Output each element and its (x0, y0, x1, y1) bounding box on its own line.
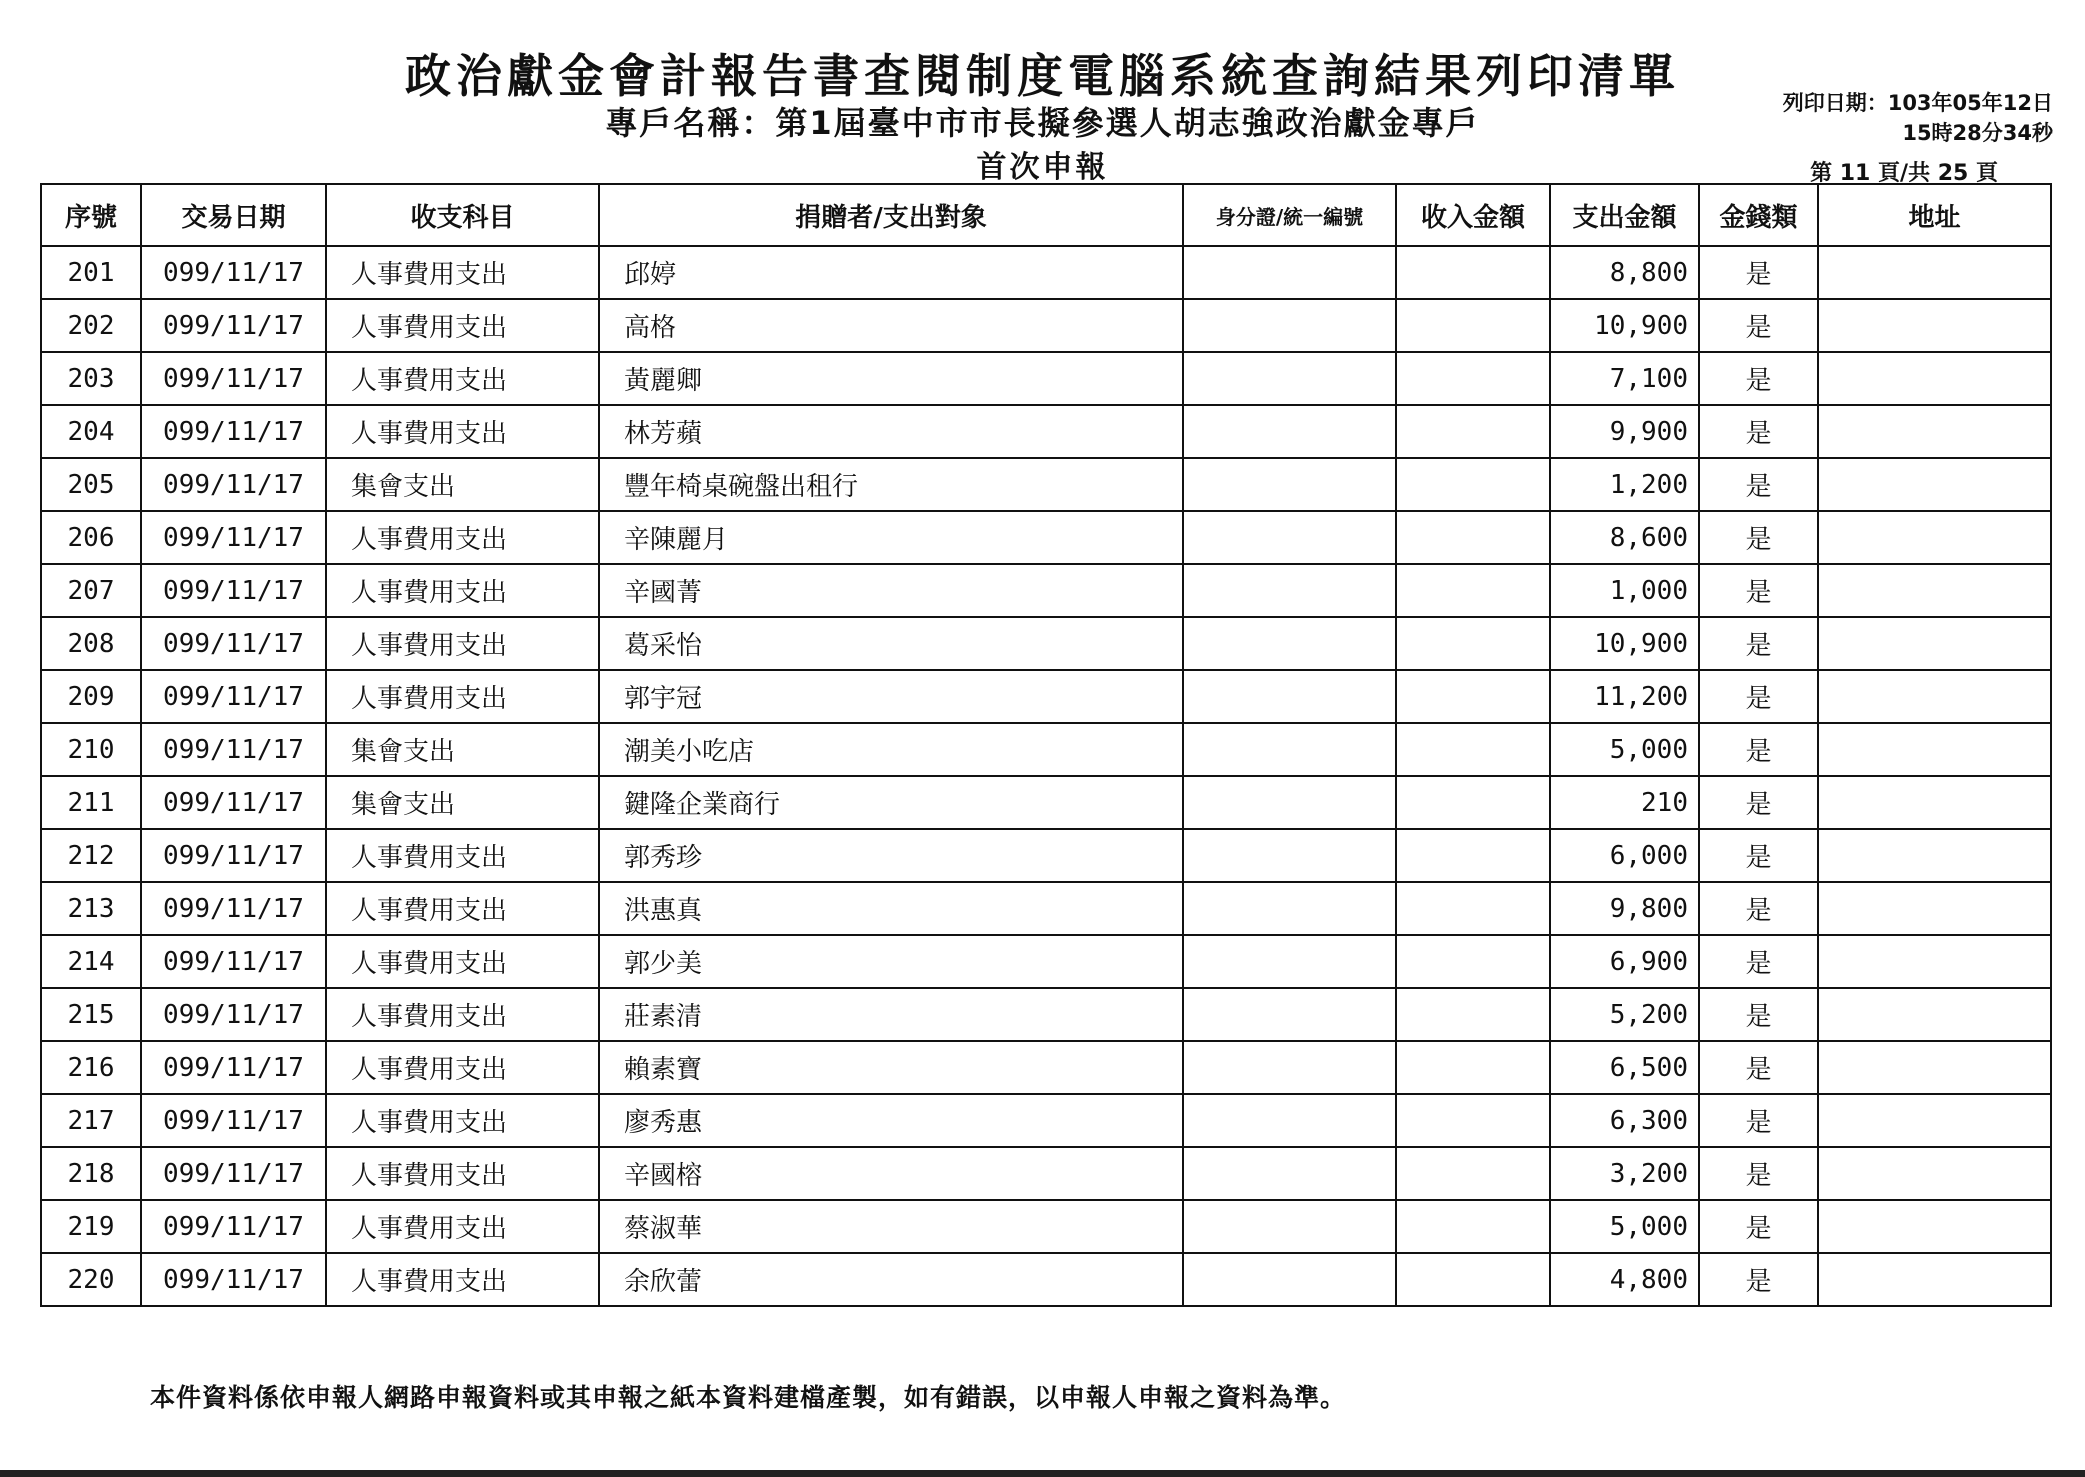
cell-no: 220 (41, 1253, 141, 1306)
cell-address (1818, 458, 2051, 511)
cell-address (1818, 776, 2051, 829)
cell-income (1396, 1041, 1550, 1094)
table-row (41, 882, 2051, 935)
cell-no: 204 (41, 405, 141, 458)
col-header-expense: 支出金額 (1550, 184, 1699, 246)
cell-cash: 是 (1699, 405, 1818, 458)
cell-cash: 是 (1699, 829, 1818, 882)
cell-cash: 是 (1699, 299, 1818, 352)
page-title: 政治獻金會計報告書查閱制度電腦系統查詢結果列印清單 (405, 49, 1680, 103)
cell-cash: 是 (1699, 1147, 1818, 1200)
cell-date: 099/11/17 (141, 723, 326, 776)
cell-no: 202 (41, 299, 141, 352)
col-header-income: 收入金額 (1396, 184, 1550, 246)
cell-expense: 8,800 (1550, 246, 1699, 299)
cell-id (1183, 246, 1396, 299)
cell-id (1183, 617, 1396, 670)
cell-income (1396, 1094, 1550, 1147)
cell-address (1818, 1200, 2051, 1253)
cell-party: 潮美小吃店 (599, 723, 1183, 776)
cell-address (1818, 1041, 2051, 1094)
cell-date: 099/11/17 (141, 511, 326, 564)
cell-expense: 10,900 (1550, 617, 1699, 670)
cell-income (1396, 723, 1550, 776)
cell-address (1818, 246, 2051, 299)
cell-date: 099/11/17 (141, 352, 326, 405)
col-header-cash: 金錢類 (1699, 184, 1818, 246)
cell-no: 219 (41, 1200, 141, 1253)
cell-party: 郭宇冠 (599, 670, 1183, 723)
cell-category: 人事費用支出 (326, 511, 599, 564)
cell-party: 辛國菁 (599, 564, 1183, 617)
table-row (41, 776, 2051, 829)
cell-id (1183, 723, 1396, 776)
cell-expense: 1,000 (1550, 564, 1699, 617)
cell-income (1396, 988, 1550, 1041)
cell-expense: 210 (1550, 776, 1699, 829)
table-row (41, 299, 2051, 352)
cell-date: 099/11/17 (141, 405, 326, 458)
cell-no: 207 (41, 564, 141, 617)
cell-id (1183, 988, 1396, 1041)
cell-party: 余欣蕾 (599, 1253, 1183, 1306)
cell-category: 人事費用支出 (326, 1094, 599, 1147)
cell-no: 216 (41, 1041, 141, 1094)
cell-category: 人事費用支出 (326, 988, 599, 1041)
cell-id (1183, 829, 1396, 882)
cell-category: 集會支出 (326, 723, 599, 776)
cell-id (1183, 352, 1396, 405)
cell-category: 集會支出 (326, 776, 599, 829)
cell-expense: 7,100 (1550, 352, 1699, 405)
table-row (41, 1253, 2051, 1306)
cell-cash: 是 (1699, 670, 1818, 723)
table-row (41, 617, 2051, 670)
cell-cash: 是 (1699, 511, 1818, 564)
cell-income (1396, 405, 1550, 458)
cell-date: 099/11/17 (141, 617, 326, 670)
cell-date: 099/11/17 (141, 299, 326, 352)
cell-cash: 是 (1699, 935, 1818, 988)
cell-category: 人事費用支出 (326, 246, 599, 299)
cell-expense: 6,300 (1550, 1094, 1699, 1147)
cell-cash: 是 (1699, 1094, 1818, 1147)
cell-party: 辛陳麗月 (599, 511, 1183, 564)
cell-party: 蔡淑華 (599, 1200, 1183, 1253)
table-row (41, 564, 2051, 617)
cell-expense: 5,200 (1550, 988, 1699, 1041)
cell-category: 人事費用支出 (326, 405, 599, 458)
table-row (41, 1094, 2051, 1147)
cell-id (1183, 1094, 1396, 1147)
page-indicator: 第 11 頁/共 25 頁 (1810, 161, 1998, 186)
cell-no: 218 (41, 1147, 141, 1200)
cell-income (1396, 564, 1550, 617)
cell-address (1818, 511, 2051, 564)
cell-expense: 6,900 (1550, 935, 1699, 988)
cell-no: 211 (41, 776, 141, 829)
cell-party: 高格 (599, 299, 1183, 352)
print-timestamp (1783, 88, 2053, 148)
cell-party: 林芳蘋 (599, 405, 1183, 458)
cell-id (1183, 1200, 1396, 1253)
cell-cash: 是 (1699, 723, 1818, 776)
cell-cash: 是 (1699, 352, 1818, 405)
cell-date: 099/11/17 (141, 1200, 326, 1253)
table-row (41, 246, 2051, 299)
cell-income (1396, 776, 1550, 829)
ledger-table (40, 183, 2052, 1307)
cell-no: 206 (41, 511, 141, 564)
cell-category: 人事費用支出 (326, 352, 599, 405)
cell-party: 洪惠真 (599, 882, 1183, 935)
cell-income (1396, 1147, 1550, 1200)
cell-income (1396, 511, 1550, 564)
cell-date: 099/11/17 (141, 1094, 326, 1147)
cell-income (1396, 882, 1550, 935)
cell-party: 豐年椅桌碗盤出租行 (599, 458, 1183, 511)
cell-id (1183, 1041, 1396, 1094)
cell-category: 人事費用支出 (326, 882, 599, 935)
table-row (41, 458, 2051, 511)
cell-id (1183, 882, 1396, 935)
cell-party: 黃麗卿 (599, 352, 1183, 405)
table-row (41, 935, 2051, 988)
footer-note: 本件資料係依申報人網路申報資料或其申報之紙本資料建檔產製，如有錯誤，以申報人申報之資料為準。 (150, 1383, 1347, 1412)
table-row (41, 1147, 2051, 1200)
col-header-date: 交易日期 (141, 184, 326, 246)
cell-no: 210 (41, 723, 141, 776)
cell-date: 099/11/17 (141, 829, 326, 882)
cell-party: 郭少美 (599, 935, 1183, 988)
cell-party: 鍵隆企業商行 (599, 776, 1183, 829)
cell-address (1818, 617, 2051, 670)
table-row (41, 511, 2051, 564)
cell-cash: 是 (1699, 1041, 1818, 1094)
cell-date: 099/11/17 (141, 988, 326, 1041)
cell-party: 莊素清 (599, 988, 1183, 1041)
cell-address (1818, 564, 2051, 617)
cell-income (1396, 1253, 1550, 1306)
bottom-rule (0, 1470, 2085, 1477)
cell-category: 人事費用支出 (326, 1147, 599, 1200)
cell-no: 212 (41, 829, 141, 882)
cell-address (1818, 299, 2051, 352)
cell-income (1396, 670, 1550, 723)
cell-cash: 是 (1699, 246, 1818, 299)
cell-cash: 是 (1699, 776, 1818, 829)
cell-party: 辛國榕 (599, 1147, 1183, 1200)
cell-category: 人事費用支出 (326, 564, 599, 617)
cell-cash: 是 (1699, 458, 1818, 511)
table-row (41, 723, 2051, 776)
cell-income (1396, 246, 1550, 299)
cell-no: 208 (41, 617, 141, 670)
cell-address (1818, 723, 2051, 776)
report-type: 首次申報 (976, 150, 1109, 185)
table-row (41, 352, 2051, 405)
cell-income (1396, 617, 1550, 670)
table-row (41, 1041, 2051, 1094)
cell-cash: 是 (1699, 882, 1818, 935)
cell-category: 人事費用支出 (326, 1200, 599, 1253)
col-header-address: 地址 (1818, 184, 2051, 246)
cell-expense: 4,800 (1550, 1253, 1699, 1306)
cell-category: 人事費用支出 (326, 617, 599, 670)
cell-id (1183, 1147, 1396, 1200)
cell-category: 人事費用支出 (326, 829, 599, 882)
cell-id (1183, 1253, 1396, 1306)
cell-expense: 6,000 (1550, 829, 1699, 882)
cell-id (1183, 458, 1396, 511)
table-row (41, 829, 2051, 882)
cell-expense: 3,200 (1550, 1147, 1699, 1200)
cell-id (1183, 564, 1396, 617)
cell-address (1818, 1147, 2051, 1200)
cell-date: 099/11/17 (141, 1253, 326, 1306)
cell-no: 203 (41, 352, 141, 405)
cell-id (1183, 299, 1396, 352)
table-row (41, 1200, 2051, 1253)
cell-party: 郭秀珍 (599, 829, 1183, 882)
cell-expense: 10,900 (1550, 299, 1699, 352)
cell-address (1818, 935, 2051, 988)
cell-date: 099/11/17 (141, 670, 326, 723)
cell-address (1818, 405, 2051, 458)
cell-date: 099/11/17 (141, 882, 326, 935)
cell-address (1818, 988, 2051, 1041)
cell-cash: 是 (1699, 988, 1818, 1041)
cell-date: 099/11/17 (141, 458, 326, 511)
cell-category: 人事費用支出 (326, 935, 599, 988)
cell-date: 099/11/17 (141, 564, 326, 617)
table-row (41, 988, 2051, 1041)
cell-cash: 是 (1699, 1253, 1818, 1306)
print-time: 15時28分34秒 (1902, 121, 2053, 145)
cell-no: 213 (41, 882, 141, 935)
cell-income (1396, 1200, 1550, 1253)
print-date: 列印日期：103年05年12日 (1782, 91, 2053, 115)
cell-expense: 1,200 (1550, 458, 1699, 511)
cell-id (1183, 405, 1396, 458)
cell-party: 賴素寶 (599, 1041, 1183, 1094)
col-header-id: 身分證/統一編號 (1183, 184, 1396, 246)
cell-date: 099/11/17 (141, 776, 326, 829)
cell-category: 人事費用支出 (326, 299, 599, 352)
cell-date: 099/11/17 (141, 1041, 326, 1094)
cell-no: 215 (41, 988, 141, 1041)
cell-expense: 5,000 (1550, 1200, 1699, 1253)
cell-cash: 是 (1699, 564, 1818, 617)
table-row (41, 670, 2051, 723)
cell-id (1183, 935, 1396, 988)
cell-expense: 9,800 (1550, 882, 1699, 935)
cell-address (1818, 1253, 2051, 1306)
cell-income (1396, 935, 1550, 988)
cell-cash: 是 (1699, 1200, 1818, 1253)
cell-income (1396, 352, 1550, 405)
cell-id (1183, 776, 1396, 829)
cell-cash: 是 (1699, 617, 1818, 670)
cell-date: 099/11/17 (141, 1147, 326, 1200)
cell-category: 人事費用支出 (326, 670, 599, 723)
cell-no: 201 (41, 246, 141, 299)
cell-expense: 9,900 (1550, 405, 1699, 458)
cell-address (1818, 829, 2051, 882)
cell-expense: 6,500 (1550, 1041, 1699, 1094)
table-header-row (41, 184, 2051, 246)
col-header-party: 捐贈者/支出對象 (599, 184, 1183, 246)
cell-date: 099/11/17 (141, 246, 326, 299)
table-row (41, 405, 2051, 458)
cell-expense: 11,200 (1550, 670, 1699, 723)
cell-no: 217 (41, 1094, 141, 1147)
cell-id (1183, 670, 1396, 723)
cell-address (1818, 352, 2051, 405)
cell-no: 209 (41, 670, 141, 723)
cell-expense: 8,600 (1550, 511, 1699, 564)
cell-id (1183, 511, 1396, 564)
cell-category: 人事費用支出 (326, 1253, 599, 1306)
col-header-category: 收支科目 (326, 184, 599, 246)
col-header-no: 序號 (41, 184, 141, 246)
cell-no: 214 (41, 935, 141, 988)
cell-income (1396, 299, 1550, 352)
cell-party: 葛采怡 (599, 617, 1183, 670)
account-name: 專戶名稱：第1屆臺中市市長擬參選人胡志強政治獻金專戶 (605, 104, 1480, 142)
cell-category: 人事費用支出 (326, 1041, 599, 1094)
cell-income (1396, 829, 1550, 882)
cell-date: 099/11/17 (141, 935, 326, 988)
cell-expense: 5,000 (1550, 723, 1699, 776)
cell-address (1818, 670, 2051, 723)
cell-address (1818, 882, 2051, 935)
cell-address (1818, 1094, 2051, 1147)
cell-party: 邱婷 (599, 246, 1183, 299)
cell-party: 廖秀惠 (599, 1094, 1183, 1147)
cell-category: 集會支出 (326, 458, 599, 511)
cell-income (1396, 458, 1550, 511)
cell-no: 205 (41, 458, 141, 511)
ledger-body (41, 246, 2051, 1306)
